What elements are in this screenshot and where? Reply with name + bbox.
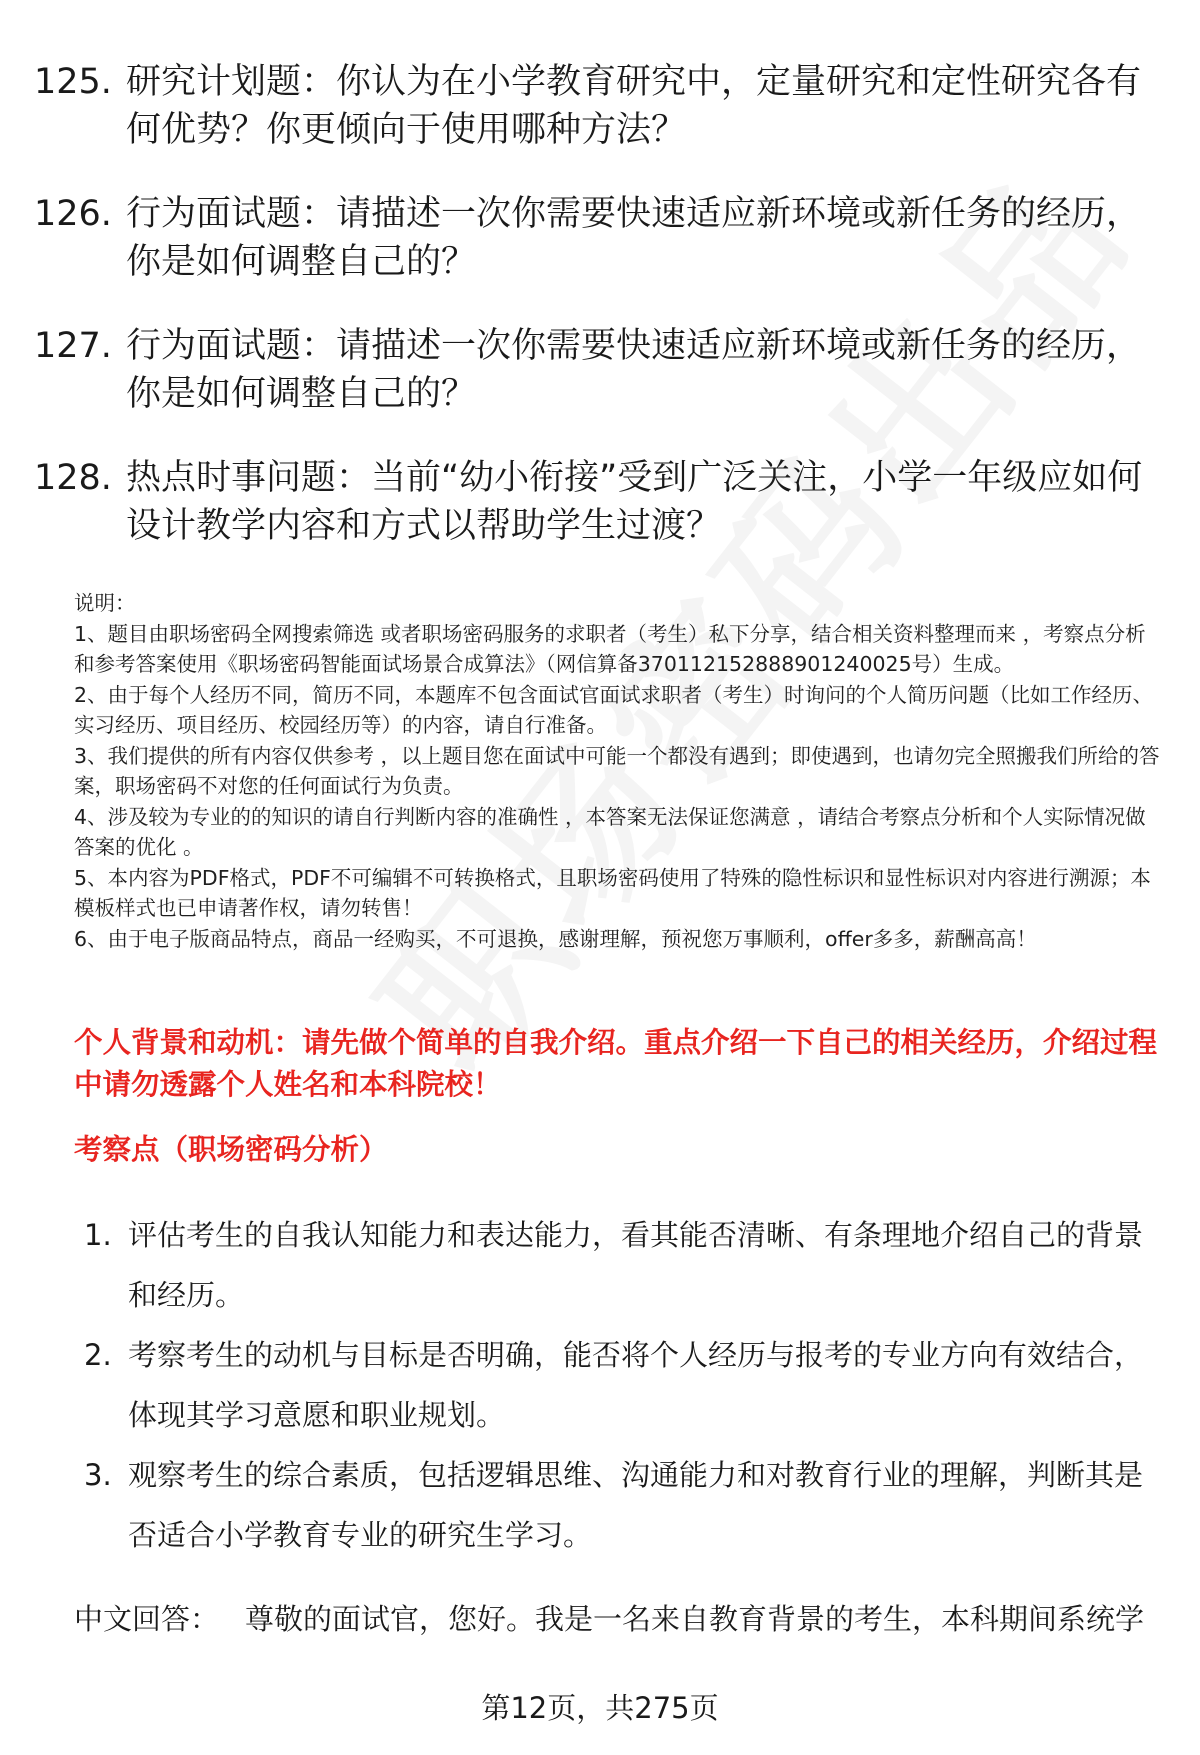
point-text: 考察考生的动机与目标是否明确，能否将个人经历与报考的专业方向有效结合，体现其学习意愿和职业规划。	[128, 1338, 1144, 1432]
question-number: 125.	[34, 62, 112, 102]
analysis-point	[84, 1205, 1164, 1325]
section-heading: 个人背景和动机：请先做个简单的自我介绍。重点介绍一下自己的相关经历，介绍过程中请勿透露个人姓名和本科院校！	[74, 1026, 1158, 1101]
point-text: 评估考生的自我认知能力和表达能力，看其能否清晰、有条理地介绍自己的背景和经历。	[128, 1218, 1144, 1312]
answer-line	[74, 1598, 1174, 1640]
question-item	[34, 58, 1164, 154]
point-text: 观察考生的综合素质，包括逻辑思维、沟通能力和对教育行业的理解，判断其是否适合小学教育专业的研究生学习。	[128, 1458, 1144, 1552]
question-number: 127.	[34, 326, 112, 366]
note-item: 6、由于电子版商品特点，商品一经购买，不可退换，感谢理解，预祝您万事顺利，offer多多，薪酬高高！	[74, 926, 1037, 951]
analysis-heading: 考察点（职场密码分析）	[74, 1133, 388, 1166]
point-number: 2.	[84, 1338, 112, 1372]
note-item: 5、本内容为PDF格式，PDF不可编辑不可转换格式，且职场密码使用了特殊的隐性标识和显性标识对内容进行溯源；本模板样式也已申请著作权，请勿转售！	[74, 865, 1151, 920]
analysis-point	[84, 1325, 1164, 1445]
notes-title: 说明：	[74, 591, 136, 615]
question-text: 研究计划题：你认为在小学教育研究中，定量研究和定性研究各有何优势？你更倾向于使用哪种方法？	[126, 62, 1142, 150]
answer-text: 尊敬的面试官，您好。我是一名来自教育背景的考生，本科期间系统学	[245, 1602, 1145, 1636]
question-item	[34, 322, 1164, 418]
point-number: 1.	[84, 1218, 112, 1252]
question-number: 126.	[34, 194, 112, 234]
analysis-points	[84, 1205, 1164, 1565]
point-number: 3.	[84, 1458, 112, 1492]
note-item: 2、由于每个人经历不同，简历不同，本题库不包含面试官面试求职者（考生）时询问的个人简历问题（比如工作经历、实习经历、项目经历、校园经历等）的内容，请自行准备。	[74, 682, 1154, 737]
page-footer: 第12页，共275页	[481, 1691, 719, 1725]
question-text: 热点时事问题：当前“幼小衔接”受到广泛关注，小学一年级应如何设计教学内容和方式以帮助学生过渡？	[126, 458, 1143, 546]
question-item	[34, 190, 1164, 286]
question-item	[34, 454, 1164, 550]
note-item: 3、我们提供的所有内容仅供参考 ，以上题目您在面试中可能一个都没有遇到；即使遇到，也请勿完全照搬我们所给的答案，职场密码不对您的任何面试行为负责。	[74, 743, 1160, 798]
note-item: 1、题目由职场密码全网搜索筛选 或者职场密码服务的求职者（考生）私下分享，结合相关资料整理而来 ，考察点分析和参考答案使用《职场密码智能面试场景合成算法》（网信算备370112152888901240025号）生成。	[74, 621, 1146, 676]
question-text: 行为面试题：请描述一次你需要快速适应新环境或新任务的经历，你是如何调整自己的？	[126, 326, 1142, 414]
note-item: 4、涉及较为专业的的知识的请自行判断内容的准确性 ，本答案无法保证您满意 ，请结合考察点分析和个人实际情况做答案的优化 。	[74, 804, 1146, 859]
analysis-point	[84, 1445, 1164, 1565]
notes-block	[74, 588, 1164, 954]
question-list	[34, 58, 1164, 586]
question-text: 行为面试题：请描述一次你需要快速适应新环境或新任务的经历，你是如何调整自己的？	[126, 194, 1142, 282]
question-number: 128.	[34, 458, 112, 498]
answer-label: 中文回答：	[74, 1602, 220, 1636]
